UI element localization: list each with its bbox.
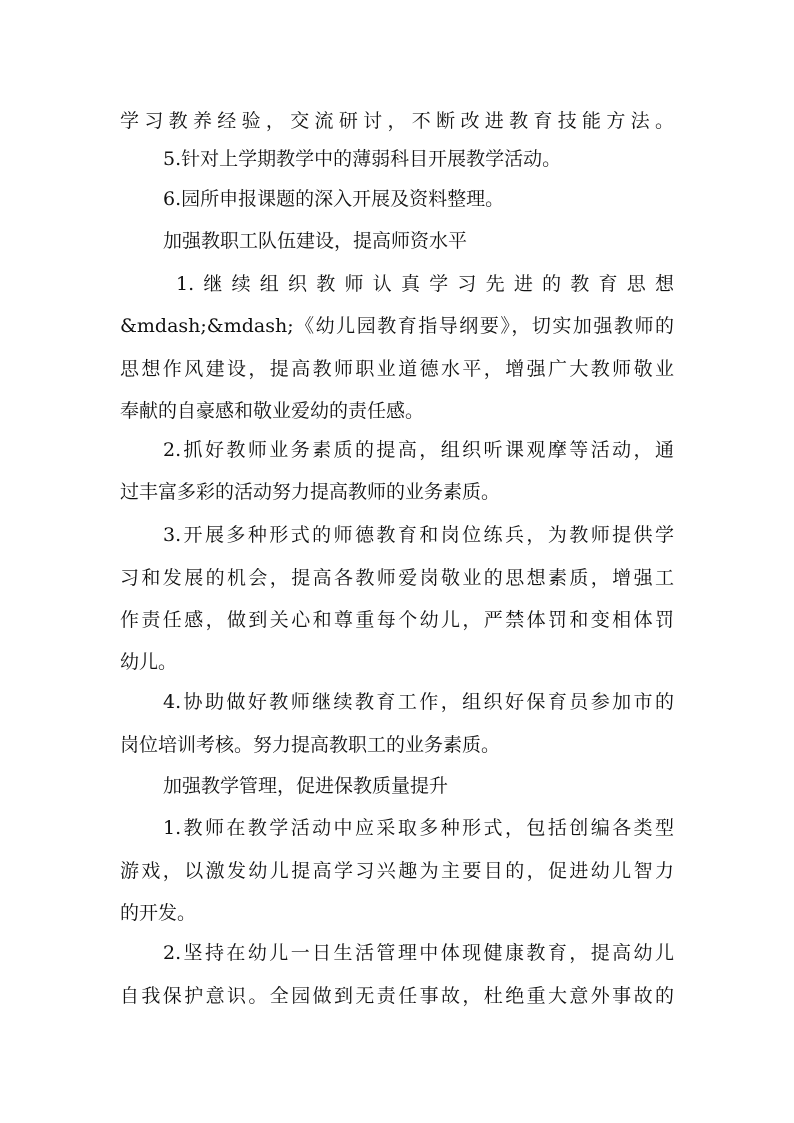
text-line: 2.抓好教师业务素质的提高，组织听课观摩等活动，通 — [163, 439, 674, 461]
text-line: 游戏，以激发幼儿提高学习兴趣为主要目的，促进幼儿智力 — [120, 860, 674, 882]
text-line: 3.开展多种形式的师德教育和岗位练兵，为教师提供学 — [163, 524, 674, 546]
text-line: 6.园所申报课题的深入开展及资料整理。 — [163, 188, 505, 210]
text-line: 的开发。 — [120, 902, 197, 924]
text-line: 幼儿。 — [120, 651, 178, 673]
text-line: 习和发展的机会，提高各教师爱岗敬业的思想素质，增强工 — [120, 567, 674, 589]
text-line: 1.继续组织教师认真学习先进的教育思想 — [176, 273, 674, 295]
section-heading: 加强教学管理，促进保教质量提升 — [163, 775, 449, 797]
text-line: 学习教养经验，交流研讨，不断改进教育技能方法。 — [120, 110, 674, 132]
text-line: 5.针对上学期教学中的薄弱科目开展教学活动。 — [163, 148, 562, 170]
section-heading: 加强教职工队伍建设，提高师资水平 — [163, 230, 468, 252]
text-line: 奉献的自豪感和敬业爱幼的责任感。 — [120, 400, 425, 422]
text-line: &mdash;&mdash;《幼儿园教育指导纲要》，切实加强教师的 — [120, 315, 674, 337]
text-line: 自我保护意识。全园做到无责任事故，杜绝重大意外事故的 — [120, 985, 674, 1007]
text-line: 思想作风建设，提高教师职业道德水平，增强广大教师敬业 — [120, 358, 674, 380]
text-line: 1.教师在教学活动中应采取多种形式，包括创编各类型 — [163, 817, 674, 839]
text-line: 2.坚持在幼儿一日生活管理中体现健康教育，提高幼儿 — [163, 942, 674, 964]
text-line: 4.协助做好教师继续教育工作，组织好保育员参加市的 — [163, 691, 674, 713]
text-line: 岗位培训考核。努力提高教职工的业务素质。 — [120, 734, 501, 756]
text-line: 过丰富多彩的活动努力提高教师的业务素质。 — [120, 481, 501, 503]
text-line: 作责任感，做到关心和尊重每个幼儿，严禁体罚和变相体罚 — [120, 609, 674, 631]
